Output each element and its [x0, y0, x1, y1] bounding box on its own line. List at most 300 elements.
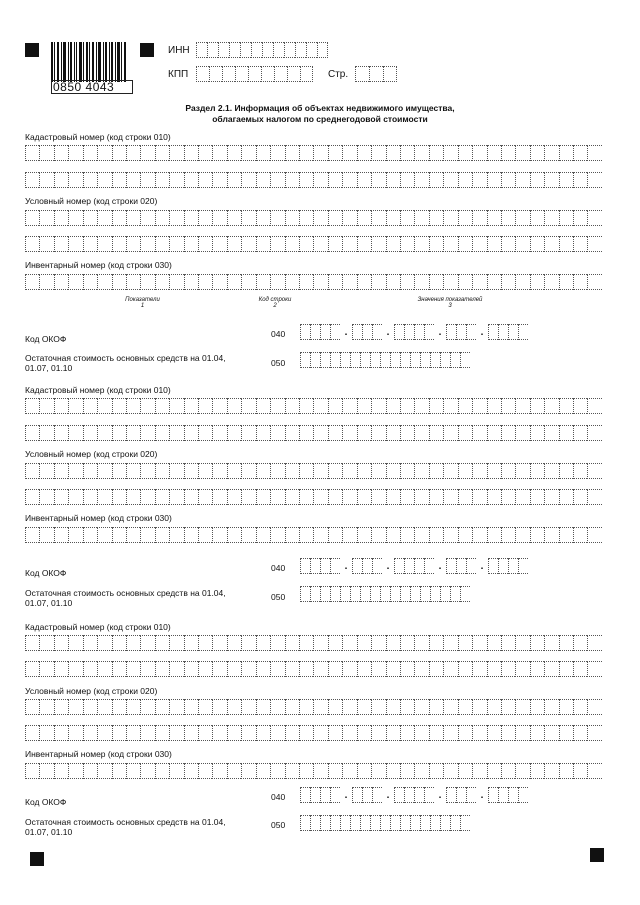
char-cell[interactable] [328, 210, 342, 226]
char-cell[interactable] [140, 699, 154, 715]
char-cell[interactable] [472, 236, 486, 252]
digit-cell[interactable] [362, 324, 372, 340]
char-cell[interactable] [112, 236, 126, 252]
char-cell[interactable] [559, 172, 573, 188]
char-cell[interactable] [285, 635, 299, 651]
char-cell[interactable] [371, 425, 385, 441]
char-cell[interactable] [126, 145, 140, 161]
char-cell[interactable] [573, 661, 587, 677]
char-cell[interactable] [371, 274, 385, 290]
char-cell[interactable] [285, 425, 299, 441]
digit-cell[interactable] [498, 324, 508, 340]
char-cell[interactable] [443, 763, 457, 779]
char-cell[interactable] [342, 489, 356, 505]
char-cell[interactable] [54, 661, 68, 677]
char-cell[interactable] [371, 763, 385, 779]
digit-cell[interactable] [446, 558, 456, 574]
digit-cell[interactable] [300, 586, 310, 602]
char-cell[interactable] [184, 527, 198, 543]
char-cell[interactable] [155, 210, 169, 226]
char-cell[interactable] [400, 274, 414, 290]
char-cell[interactable] [328, 172, 342, 188]
digit-cell[interactable] [262, 42, 273, 58]
char-cell[interactable] [241, 635, 255, 651]
char-cell[interactable] [140, 725, 154, 741]
char-cell[interactable] [97, 274, 111, 290]
digit-cell[interactable] [229, 42, 240, 58]
digit-cell[interactable] [310, 787, 320, 803]
char-cell[interactable] [487, 699, 501, 715]
char-cell[interactable] [299, 763, 313, 779]
char-cell[interactable] [429, 699, 443, 715]
digit-cell[interactable] [508, 324, 518, 340]
char-cell[interactable] [414, 236, 428, 252]
char-cell[interactable] [97, 463, 111, 479]
char-cell[interactable] [342, 635, 356, 651]
digit-cell[interactable] [320, 586, 330, 602]
char-cell[interactable] [515, 274, 529, 290]
char-cell[interactable] [472, 172, 486, 188]
digit-cell[interactable] [350, 352, 360, 368]
char-cell[interactable] [443, 398, 457, 414]
char-cell[interactable] [357, 425, 371, 441]
char-cell[interactable] [501, 699, 515, 715]
char-cell[interactable] [97, 635, 111, 651]
char-cell[interactable] [458, 210, 472, 226]
char-cell[interactable] [97, 661, 111, 677]
char-cell[interactable] [559, 763, 573, 779]
char-cell[interactable] [39, 463, 53, 479]
digit-cell[interactable] [248, 66, 261, 82]
char-cell[interactable] [501, 274, 515, 290]
char-cell[interactable] [140, 661, 154, 677]
char-cell[interactable] [212, 172, 226, 188]
cadastral-field-row-2[interactable] [25, 172, 602, 188]
char-cell[interactable] [386, 763, 400, 779]
char-cell[interactable] [140, 398, 154, 414]
char-cell[interactable] [155, 398, 169, 414]
char-cell[interactable] [357, 463, 371, 479]
inventory-field-row[interactable] [25, 527, 602, 543]
digit-cell[interactable] [300, 66, 313, 82]
digit-cell[interactable] [261, 66, 274, 82]
char-cell[interactable] [458, 489, 472, 505]
char-cell[interactable] [443, 699, 457, 715]
digit-cell[interactable] [498, 787, 508, 803]
char-cell[interactable] [54, 489, 68, 505]
okof-field[interactable] [300, 558, 528, 574]
char-cell[interactable] [256, 236, 270, 252]
char-cell[interactable] [256, 489, 270, 505]
char-cell[interactable] [83, 725, 97, 741]
char-cell[interactable] [386, 145, 400, 161]
char-cell[interactable] [212, 425, 226, 441]
char-cell[interactable] [227, 398, 241, 414]
char-cell[interactable] [342, 236, 356, 252]
char-cell[interactable] [458, 398, 472, 414]
char-cell[interactable] [530, 763, 544, 779]
char-cell[interactable] [198, 635, 212, 651]
char-cell[interactable] [429, 763, 443, 779]
char-cell[interactable] [97, 236, 111, 252]
char-cell[interactable] [270, 236, 284, 252]
char-cell[interactable] [313, 763, 327, 779]
char-cell[interactable] [328, 145, 342, 161]
char-cell[interactable] [299, 210, 313, 226]
char-cell[interactable] [299, 274, 313, 290]
digit-cell[interactable] [320, 324, 330, 340]
char-cell[interactable] [184, 661, 198, 677]
char-cell[interactable] [414, 145, 428, 161]
char-cell[interactable] [357, 725, 371, 741]
char-cell[interactable] [241, 725, 255, 741]
digit-cell[interactable] [310, 586, 320, 602]
char-cell[interactable] [544, 398, 558, 414]
char-cell[interactable] [573, 635, 587, 651]
char-cell[interactable] [400, 463, 414, 479]
char-cell[interactable] [472, 489, 486, 505]
char-cell[interactable] [212, 527, 226, 543]
char-cell[interactable] [328, 463, 342, 479]
char-cell[interactable] [544, 274, 558, 290]
digit-cell[interactable] [450, 586, 460, 602]
char-cell[interactable] [112, 210, 126, 226]
char-cell[interactable] [126, 489, 140, 505]
digit-cell[interactable] [420, 352, 430, 368]
char-cell[interactable] [472, 398, 486, 414]
digit-cell[interactable] [287, 66, 300, 82]
char-cell[interactable] [285, 274, 299, 290]
digit-cell[interactable] [460, 815, 470, 831]
char-cell[interactable] [487, 425, 501, 441]
char-cell[interactable] [198, 145, 212, 161]
char-cell[interactable] [184, 489, 198, 505]
char-cell[interactable] [357, 274, 371, 290]
char-cell[interactable] [184, 210, 198, 226]
char-cell[interactable] [342, 463, 356, 479]
char-cell[interactable] [544, 763, 558, 779]
char-cell[interactable] [25, 210, 39, 226]
char-cell[interactable] [328, 635, 342, 651]
digit-cell[interactable] [352, 558, 362, 574]
char-cell[interactable] [313, 527, 327, 543]
char-cell[interactable] [371, 172, 385, 188]
digit-cell[interactable] [310, 352, 320, 368]
char-cell[interactable] [371, 725, 385, 741]
digit-cell[interactable] [414, 324, 424, 340]
char-cell[interactable] [487, 210, 501, 226]
char-cell[interactable] [573, 725, 587, 741]
char-cell[interactable] [429, 145, 443, 161]
char-cell[interactable] [140, 527, 154, 543]
char-cell[interactable] [400, 145, 414, 161]
char-cell[interactable] [342, 210, 356, 226]
char-cell[interactable] [371, 463, 385, 479]
char-cell[interactable] [386, 635, 400, 651]
char-cell[interactable] [68, 763, 82, 779]
char-cell[interactable] [299, 527, 313, 543]
char-cell[interactable] [169, 172, 183, 188]
char-cell[interactable] [169, 425, 183, 441]
char-cell[interactable] [530, 425, 544, 441]
char-cell[interactable] [270, 425, 284, 441]
char-cell[interactable] [559, 635, 573, 651]
digit-cell[interactable] [450, 352, 460, 368]
digit-cell[interactable] [370, 352, 380, 368]
char-cell[interactable] [587, 699, 601, 715]
char-cell[interactable] [487, 527, 501, 543]
char-cell[interactable] [443, 236, 457, 252]
digit-cell[interactable] [404, 787, 414, 803]
char-cell[interactable] [573, 236, 587, 252]
digit-cell[interactable] [207, 42, 218, 58]
digit-cell[interactable] [400, 352, 410, 368]
char-cell[interactable] [559, 661, 573, 677]
char-cell[interactable] [83, 527, 97, 543]
char-cell[interactable] [241, 661, 255, 677]
char-cell[interactable] [587, 527, 601, 543]
char-cell[interactable] [256, 699, 270, 715]
char-cell[interactable] [112, 172, 126, 188]
char-cell[interactable] [198, 489, 212, 505]
char-cell[interactable] [400, 210, 414, 226]
char-cell[interactable] [54, 274, 68, 290]
char-cell[interactable] [25, 398, 39, 414]
char-cell[interactable] [54, 725, 68, 741]
char-cell[interactable] [169, 763, 183, 779]
char-cell[interactable] [559, 463, 573, 479]
char-cell[interactable] [140, 635, 154, 651]
char-cell[interactable] [83, 425, 97, 441]
char-cell[interactable] [573, 425, 587, 441]
char-cell[interactable] [270, 699, 284, 715]
char-cell[interactable] [544, 661, 558, 677]
char-cell[interactable] [429, 236, 443, 252]
okof-field[interactable] [300, 787, 528, 803]
char-cell[interactable] [169, 489, 183, 505]
char-cell[interactable] [83, 661, 97, 677]
char-cell[interactable] [112, 274, 126, 290]
char-cell[interactable] [227, 172, 241, 188]
char-cell[interactable] [112, 763, 126, 779]
char-cell[interactable] [299, 145, 313, 161]
char-cell[interactable] [241, 172, 255, 188]
char-cell[interactable] [285, 699, 299, 715]
char-cell[interactable] [184, 425, 198, 441]
digit-cell[interactable] [380, 586, 390, 602]
char-cell[interactable] [25, 661, 39, 677]
digit-cell[interactable] [320, 787, 330, 803]
char-cell[interactable] [414, 172, 428, 188]
char-cell[interactable] [587, 425, 601, 441]
char-cell[interactable] [443, 661, 457, 677]
inn-field[interactable] [196, 42, 328, 58]
char-cell[interactable] [414, 699, 428, 715]
char-cell[interactable] [83, 145, 97, 161]
cadastral-field-row-2[interactable] [25, 425, 602, 441]
char-cell[interactable] [458, 725, 472, 741]
digit-cell[interactable] [424, 324, 434, 340]
char-cell[interactable] [68, 661, 82, 677]
digit-cell[interactable] [330, 586, 340, 602]
char-cell[interactable] [112, 635, 126, 651]
digit-cell[interactable] [390, 815, 400, 831]
char-cell[interactable] [140, 463, 154, 479]
char-cell[interactable] [443, 463, 457, 479]
char-cell[interactable] [414, 661, 428, 677]
char-cell[interactable] [299, 172, 313, 188]
digit-cell[interactable] [196, 66, 209, 82]
char-cell[interactable] [155, 236, 169, 252]
cadastral-field-row-2[interactable] [25, 661, 602, 677]
digit-cell[interactable] [222, 66, 235, 82]
digit-cell[interactable] [390, 586, 400, 602]
digit-cell[interactable] [466, 787, 476, 803]
char-cell[interactable] [472, 635, 486, 651]
char-cell[interactable] [39, 699, 53, 715]
digit-cell[interactable] [383, 66, 397, 82]
char-cell[interactable] [256, 425, 270, 441]
char-cell[interactable] [241, 763, 255, 779]
char-cell[interactable] [515, 489, 529, 505]
digit-cell[interactable] [390, 352, 400, 368]
digit-cell[interactable] [274, 66, 287, 82]
char-cell[interactable] [458, 172, 472, 188]
conditional-field-row-1[interactable] [25, 699, 602, 715]
char-cell[interactable] [501, 398, 515, 414]
char-cell[interactable] [184, 635, 198, 651]
digit-cell[interactable] [320, 352, 330, 368]
char-cell[interactable] [241, 398, 255, 414]
digit-cell[interactable] [410, 815, 420, 831]
char-cell[interactable] [587, 763, 601, 779]
char-cell[interactable] [328, 425, 342, 441]
char-cell[interactable] [458, 425, 472, 441]
char-cell[interactable] [256, 210, 270, 226]
char-cell[interactable] [25, 725, 39, 741]
digit-cell[interactable] [440, 815, 450, 831]
char-cell[interactable] [559, 699, 573, 715]
char-cell[interactable] [54, 236, 68, 252]
char-cell[interactable] [472, 699, 486, 715]
char-cell[interactable] [458, 145, 472, 161]
char-cell[interactable] [169, 725, 183, 741]
digit-cell[interactable] [330, 558, 340, 574]
char-cell[interactable] [530, 210, 544, 226]
char-cell[interactable] [357, 489, 371, 505]
char-cell[interactable] [212, 661, 226, 677]
digit-cell[interactable] [372, 787, 382, 803]
char-cell[interactable] [472, 763, 486, 779]
char-cell[interactable] [97, 527, 111, 543]
char-cell[interactable] [140, 172, 154, 188]
digit-cell[interactable] [362, 787, 372, 803]
char-cell[interactable] [270, 274, 284, 290]
char-cell[interactable] [83, 236, 97, 252]
digit-cell[interactable] [460, 586, 470, 602]
digit-cell[interactable] [340, 586, 350, 602]
char-cell[interactable] [313, 172, 327, 188]
char-cell[interactable] [126, 274, 140, 290]
char-cell[interactable] [559, 425, 573, 441]
char-cell[interactable] [573, 527, 587, 543]
char-cell[interactable] [342, 145, 356, 161]
char-cell[interactable] [241, 463, 255, 479]
digit-cell[interactable] [440, 352, 450, 368]
char-cell[interactable] [487, 635, 501, 651]
char-cell[interactable] [357, 172, 371, 188]
char-cell[interactable] [54, 699, 68, 715]
char-cell[interactable] [587, 661, 601, 677]
char-cell[interactable] [126, 725, 140, 741]
char-cell[interactable] [487, 274, 501, 290]
digit-cell[interactable] [352, 787, 362, 803]
char-cell[interactable] [54, 425, 68, 441]
char-cell[interactable] [342, 425, 356, 441]
char-cell[interactable] [501, 210, 515, 226]
char-cell[interactable] [83, 763, 97, 779]
char-cell[interactable] [313, 210, 327, 226]
char-cell[interactable] [155, 527, 169, 543]
char-cell[interactable] [97, 172, 111, 188]
char-cell[interactable] [97, 489, 111, 505]
char-cell[interactable] [212, 489, 226, 505]
char-cell[interactable] [299, 425, 313, 441]
char-cell[interactable] [544, 172, 558, 188]
digit-cell[interactable] [310, 815, 320, 831]
digit-cell[interactable] [424, 558, 434, 574]
char-cell[interactable] [25, 274, 39, 290]
char-cell[interactable] [313, 425, 327, 441]
char-cell[interactable] [414, 725, 428, 741]
char-cell[interactable] [544, 425, 558, 441]
digit-cell[interactable] [404, 558, 414, 574]
char-cell[interactable] [429, 274, 443, 290]
char-cell[interactable] [472, 527, 486, 543]
char-cell[interactable] [429, 635, 443, 651]
char-cell[interactable] [241, 145, 255, 161]
char-cell[interactable] [97, 210, 111, 226]
digit-cell[interactable] [372, 324, 382, 340]
char-cell[interactable] [458, 527, 472, 543]
digit-cell[interactable] [414, 787, 424, 803]
char-cell[interactable] [198, 527, 212, 543]
char-cell[interactable] [126, 210, 140, 226]
char-cell[interactable] [198, 699, 212, 715]
char-cell[interactable] [241, 236, 255, 252]
char-cell[interactable] [54, 210, 68, 226]
char-cell[interactable] [587, 274, 601, 290]
char-cell[interactable] [472, 463, 486, 479]
digit-cell[interactable] [320, 558, 330, 574]
char-cell[interactable] [544, 463, 558, 479]
char-cell[interactable] [212, 398, 226, 414]
char-cell[interactable] [573, 463, 587, 479]
char-cell[interactable] [587, 236, 601, 252]
digit-cell[interactable] [240, 42, 251, 58]
char-cell[interactable] [357, 699, 371, 715]
char-cell[interactable] [515, 425, 529, 441]
char-cell[interactable] [169, 635, 183, 651]
char-cell[interactable] [68, 236, 82, 252]
char-cell[interactable] [559, 527, 573, 543]
char-cell[interactable] [83, 172, 97, 188]
digit-cell[interactable] [352, 324, 362, 340]
digit-cell[interactable] [372, 558, 382, 574]
char-cell[interactable] [357, 236, 371, 252]
conditional-field-row-1[interactable] [25, 210, 602, 226]
char-cell[interactable] [357, 661, 371, 677]
